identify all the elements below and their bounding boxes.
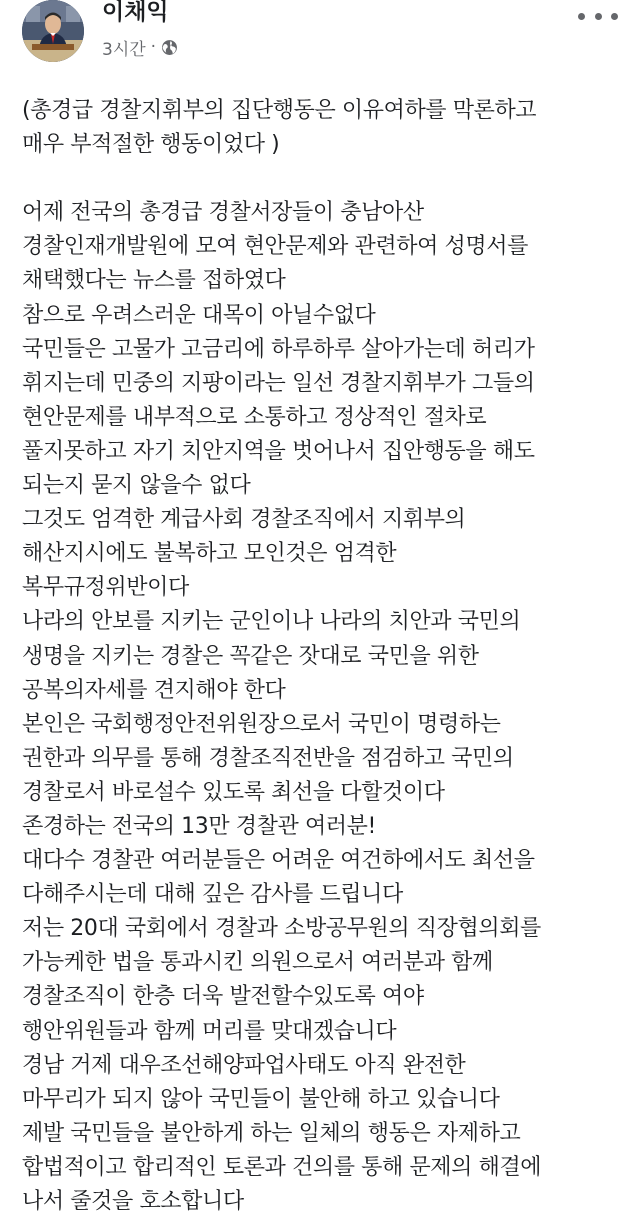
post-text-line: 경찰인재개발원에 모여 현안문제와 관련하여 성명서를 xyxy=(22,234,528,260)
post-text-line: 복무규정위반이다 xyxy=(22,575,189,601)
post-text-line: 어제 전국의 총경급 경찰서장들이 충남아산 xyxy=(22,200,424,226)
more-options-icon xyxy=(611,13,618,20)
post-text-line: 참으로 우려스러운 대목이 아닐수없다 xyxy=(22,302,376,328)
post-text-line: 저는 20대 국회에서 경찰과 소방공무원의 직장협의회를 xyxy=(22,916,541,942)
author-name[interactable]: 이채익 xyxy=(102,0,169,25)
post-text-line: 행안위원들과 함께 머리를 맞대겠습니다 xyxy=(22,1018,397,1044)
post-text-line: 존경하는 전국의 13만 경찰관 여러분! xyxy=(22,813,376,839)
post-text-line: 나서 줄것을 호소합니다 xyxy=(22,1189,244,1214)
post-text-line: (총경급 경찰지휘부의 집단행동은 이유여하를 막론하고 xyxy=(22,98,537,123)
post-text-line: 마무리가 되지 않아 국민들이 불안해 하고 있습니다 xyxy=(22,1086,500,1112)
post-text-line: 경찰로서 바로설수 있도록 최선을 다할것이다 xyxy=(22,779,445,805)
post-text-line: 대다수 경찰관 여러분들은 어려운 여건하에서도 최선을 xyxy=(22,848,535,874)
post-text-line: 국민들은 고물가 고금리에 하루하루 살아가는데 허리가 xyxy=(22,336,535,362)
post-text-line: 제발 국민들을 불안하게 하는 일체의 행동은 자제하고 xyxy=(22,1120,521,1146)
post-text-line: 본인은 국회행정안전위원장으로서 국민이 명령하는 xyxy=(22,711,501,737)
post-text-line: 합법적이고 합리적인 토론과 건의를 통해 문제의 해결에 xyxy=(22,1154,542,1180)
post-text-line: 공복의자세를 견지해야 한다 xyxy=(22,677,286,703)
avatar[interactable] xyxy=(22,0,84,62)
post-text-line: 해산지시에도 불복하고 모인것은 엄격한 xyxy=(22,541,397,567)
post-header xyxy=(0,0,640,72)
post-text-line: 매우 부적절한 행동이었다 ) xyxy=(22,132,280,158)
post-time[interactable]: 3시간 xyxy=(102,39,146,60)
more-options-button[interactable] xyxy=(578,4,618,28)
post-text-line: 권한과 의무를 통해 경찰조직전반을 점검하고 국민의 xyxy=(22,745,514,771)
more-options-icon xyxy=(578,13,585,20)
post-text-line: 가능케한 법을 통과시킨 의원으로서 여러분과 함께 xyxy=(22,950,493,976)
post-text-line: 되는지 묻지 않을수 없다 xyxy=(22,473,251,499)
post-text-line: 휘지는데 민중의 지팡이라는 일선 경찰지휘부가 그들의 xyxy=(22,370,535,396)
post-text-line xyxy=(22,162,634,196)
post-text-line: 경찰조직이 한층 더욱 발전할수있도록 여야 xyxy=(22,984,424,1010)
more-options-icon xyxy=(595,13,602,20)
post-text-line: 생명을 지키는 경찰은 꼭같은 잣대로 국민을 위한 xyxy=(22,643,479,669)
globe-icon xyxy=(161,39,178,56)
post-text-line: 풀지못하고 자기 치안지역을 벗어나서 집안행동을 해도 xyxy=(22,438,535,464)
post-body xyxy=(22,94,634,1219)
post-text-line: 나라의 안보를 지키는 군인이나 나라의 치안과 국민의 xyxy=(22,609,521,635)
meta-separator: · xyxy=(150,37,157,57)
post-text-line: 채택했다는 뉴스를 접하였다 xyxy=(22,268,286,294)
post-text-line: 경남 거제 대우조선해양파업사태도 아직 완전한 xyxy=(22,1052,466,1078)
post-meta xyxy=(102,36,178,58)
post-text-line: 그것도 엄격한 계급사회 경찰조직에서 지휘부의 xyxy=(22,507,466,533)
post-text-line: 다해주시는데 대해 깊은 감사를 드립니다 xyxy=(22,882,403,908)
post-text-line: 현안문제를 내부적으로 소통하고 정상적인 절차로 xyxy=(22,404,487,430)
